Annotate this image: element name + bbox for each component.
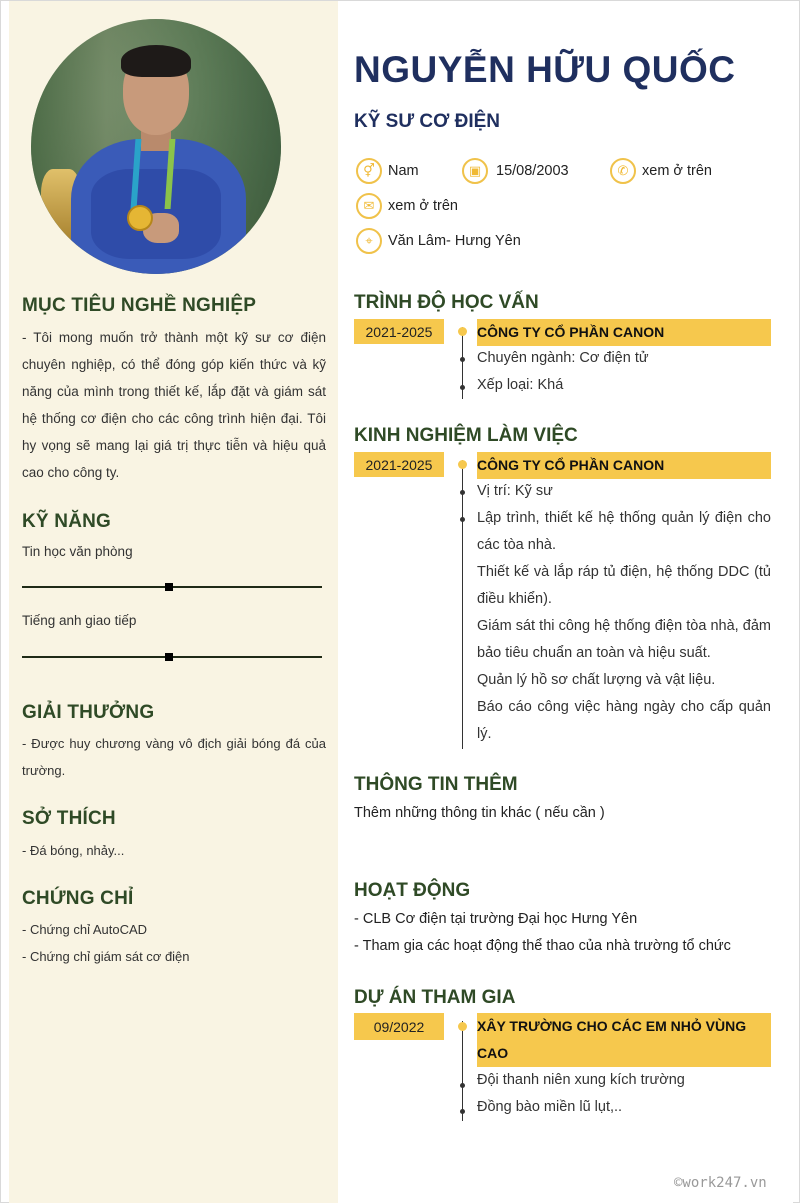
timeline-bullet	[460, 517, 465, 522]
medal-icon	[127, 205, 153, 231]
experience-date: 2021-2025	[354, 452, 444, 477]
timeline-bullet	[460, 1109, 465, 1114]
timeline-marker	[458, 460, 467, 469]
education-heading: TRÌNH ĐỘ HỌC VẤN	[354, 292, 539, 313]
experience-detail: Báo cáo công việc hàng ngày cho cấp quản lý.	[477, 699, 771, 742]
education-detail: Chuyên ngành: Cơ điện tử	[477, 350, 649, 366]
skills-heading: KỸ NĂNG	[22, 511, 112, 532]
extra-info-heading: THÔNG TIN THÊM	[354, 774, 518, 795]
contact-gender	[356, 158, 419, 184]
activity-item: - Tham gia các hoạt động thể thao của nhà trường tổ chức	[354, 938, 731, 954]
avatar	[31, 19, 281, 274]
timeline-line	[462, 460, 463, 749]
address-value: Văn Lâm- Hưng Yên	[388, 233, 521, 249]
extra-info-text: Thêm những thông tin khác ( nếu cần )	[354, 805, 605, 821]
candidate-name: NGUYỄN HỮU QUỐC	[354, 49, 736, 90]
skill-name: Tin học văn phòng	[22, 544, 133, 559]
contact-address	[356, 228, 521, 254]
project-name: XÂY TRƯỜNG CHO CÁC EM NHỎ VÙNG CAO	[477, 1013, 771, 1067]
phone-icon: ✆	[610, 158, 636, 184]
objective-text: - Tôi mong muốn trở thành một kỹ sư cơ điện chuyên nghiệp, có thể đóng góp kiến thức và kỹ năng của mình trong thiết kế, lắp đặt và giám sát hệ thống cơ điện cho các công trình hiện đại. Tôi hy vọng sẽ mang lại giá trị thực tiễn và hiệu quả cao cho công ty.	[22, 330, 326, 480]
timeline-bullet	[460, 385, 465, 390]
project-detail: Đội thanh niên xung kích trường	[477, 1072, 685, 1088]
experience-detail: Thiết kế và lắp ráp tủ điện, hệ thống DDC (tủ điều khiển).	[477, 564, 771, 607]
objective-heading: MỤC TIÊU NGHỀ NGHIỆP	[22, 295, 257, 316]
timeline-bullet	[460, 357, 465, 362]
email-value: xem ở trên	[388, 198, 458, 214]
activity-item: - CLB Cơ điện tại trường Đại học Hưng Yên	[354, 911, 638, 927]
certificates-heading: CHỨNG CHỈ	[22, 888, 134, 909]
skill-level-marker	[165, 653, 173, 661]
timeline-line	[462, 1021, 463, 1121]
experience-detail: Quản lý hồ sơ chất lượng và vật liệu.	[477, 672, 716, 688]
experience-detail: Vị trí: Kỹ sư	[477, 483, 553, 499]
certificate-item: - Chứng chỉ giám sát cơ điện	[22, 949, 190, 964]
experience-detail: Giám sát thi công hệ thống điện tòa nhà, đảm bảo tiêu chuẩn an toàn và hiệu suất.	[477, 618, 771, 661]
timeline-bullet	[460, 1083, 465, 1088]
skill-bar	[22, 586, 322, 588]
email-icon: ✉	[356, 193, 382, 219]
timeline-marker	[458, 1022, 467, 1031]
contact-dob	[462, 158, 569, 184]
gender-value: Nam	[388, 163, 419, 179]
awards-heading: GIẢI THƯỞNG	[22, 702, 155, 723]
watermark: ©work247.vn	[674, 1175, 767, 1191]
hobbies-text: - Đá bóng, nhảy...	[22, 843, 125, 858]
medal-ribbon	[131, 139, 176, 209]
hobbies-heading: SỞ THÍCH	[22, 808, 116, 829]
activities-heading: HOẠT ĐỘNG	[354, 880, 471, 901]
map-icon: ⌖	[356, 228, 382, 254]
education-date: 2021-2025	[354, 319, 444, 344]
experience-organization: CÔNG TY CỔ PHẦN CANON	[477, 452, 771, 479]
project-date: 09/2022	[354, 1013, 444, 1040]
avatar-hair	[121, 45, 191, 77]
education-detail: Xếp loại: Khá	[477, 377, 564, 393]
contact-email	[356, 193, 458, 219]
job-title: KỸ SƯ CƠ ĐIỆN	[354, 111, 500, 132]
dob-value: 15/08/2003	[496, 163, 569, 179]
timeline-bullet	[460, 490, 465, 495]
awards-text: - Được huy chương vàng vô địch giải bóng đá của trường.	[22, 736, 326, 778]
birthday-cake-icon: ▣	[462, 158, 488, 184]
project-detail: Đồng bào miền lũ lụt,..	[477, 1099, 623, 1115]
certificate-item: - Chứng chỉ AutoCAD	[22, 922, 148, 937]
phone-value: xem ở trên	[642, 163, 712, 179]
skill-name: Tiếng anh giao tiếp	[22, 613, 137, 628]
timeline-marker	[458, 327, 467, 336]
skill-level-marker	[165, 583, 173, 591]
skill-bar	[22, 656, 322, 658]
experience-detail: Lập trình, thiết kế hệ thống quản lý điện cho các tòa nhà.	[477, 510, 771, 553]
experience-heading: KINH NGHIỆM LÀM VIỆC	[354, 425, 578, 446]
gender-icon: ⚥	[356, 158, 382, 184]
contact-phone	[610, 158, 712, 184]
education-organization: CÔNG TY CỔ PHẦN CANON	[477, 319, 771, 346]
projects-heading: DỰ ÁN THAM GIA	[354, 987, 516, 1008]
